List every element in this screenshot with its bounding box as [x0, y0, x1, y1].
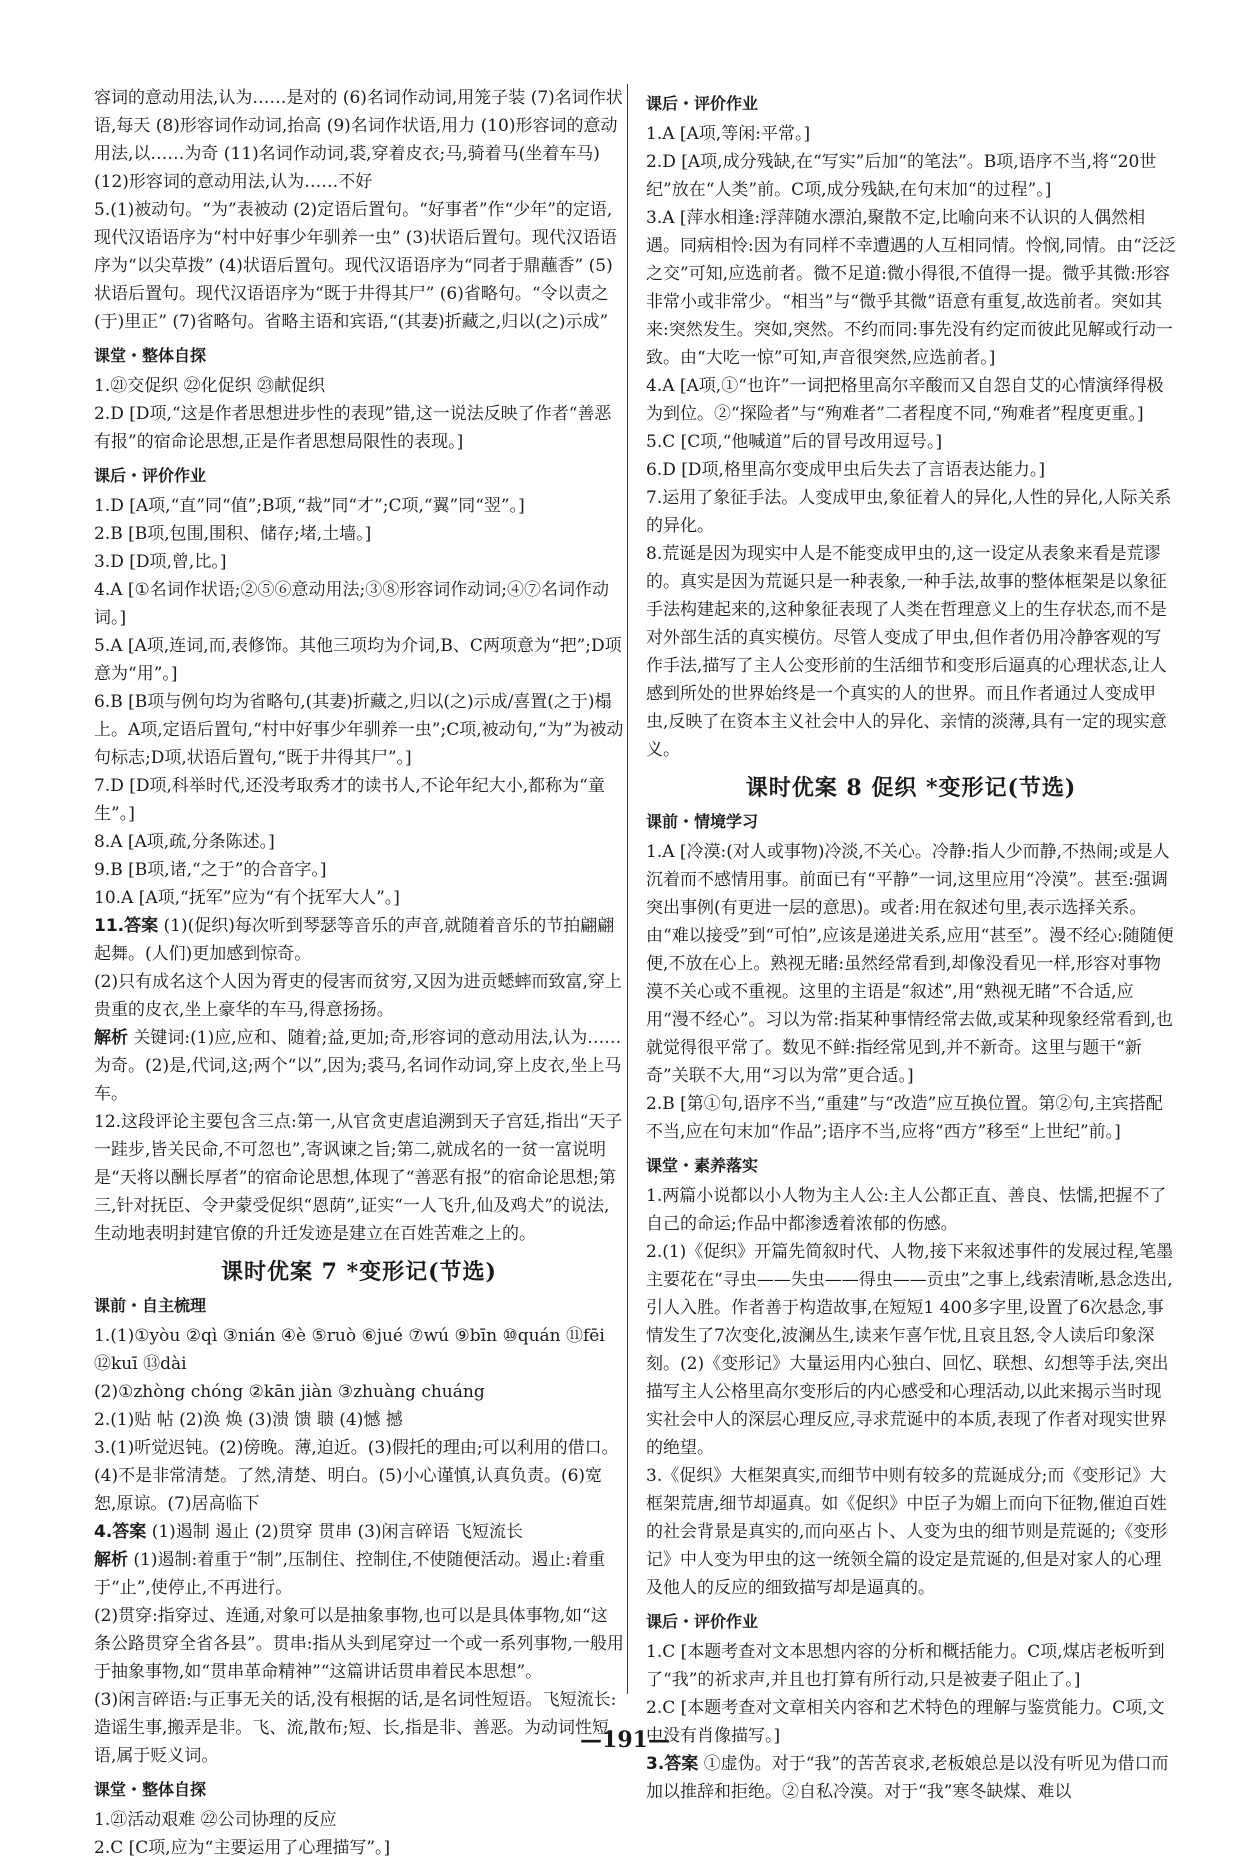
text-item: 8.荒诞是因为现实中人是不能变成甲虫的,这一设定从表象来看是荒谬的。真实是因为荒诞只是一种表象,一种手法,故事的整体框架是以象征手法构建起来的,这种象征表现了人类在哲理意义上的生存状态,而不是对外部生活的真实模仿。尽管人变成了甲虫,但作者仍用冷静客观的写作手法,描写了主人公变形前的生活细节和变形后逼真的心理状态,让人感到所处的世界始终是一个真实的人的世界。而且作者通过人变成甲虫,反映了在资本主义社会中人的异化、亲情的淡薄,具有一定的现实意义。 — [646, 544, 1167, 760]
text-item: (2)贯穿:指穿过、连通,对象可以是抽象事物,也可以是具体事物,如“这条公路贯穿全省各县”。贯串:指从头到尾穿过一个或一系列事物,一般用于抽象事物,如“贯串革命精神”“这篇讲话贯串着民本思想”。 — [94, 1606, 624, 1682]
text-item: 2.(1)《促织》开篇先简叙时代、人物,接下来叙述事件的发展过程,笔墨主要花在“寻虫——失虫——得虫——贡虫”之事上,线索清晰,悬念迭出,引人入胜。作者善于构造故事,在短短1 400多字里,设置了6次悬念,事情发生了7次变化,波澜丛生,读来乍喜乍忧,且哀且怒,令人读后印象深刻。(2)《变形记》大量运用内心独白、回忆、联想、幻想等手法,突出描写主人公格里高尔变形后的内心感受和心理活动,以此来揭示当时现实社会中人的深层心理反应,寻求荒诞中的本质,表现了作者对现实世界的绝望。 — [646, 1242, 1174, 1458]
text-item: 5.C [C项,“他喊道”后的冒号改用逗号。] — [646, 432, 943, 452]
answer-text: ①虚伪。对于“我”的苦苦哀求,老板娘总是以没有听见为借口而加以推辞和拒绝。②自私冷漠。对于“我”寒冬缺煤、难以 — [646, 1754, 1169, 1802]
column-divider — [627, 84, 628, 1694]
text-item: 6.B [B项与例句均为省略句,(其妻)折藏之,归以(之)示成/喜置(之于)榻上。A项,定语后置句,“村中好事少年驯养一虫”;C项,被动句,“为”为被动句标志;D项,状语后置句,“既于井得其尸”。] — [94, 692, 624, 768]
right-column — [646, 84, 1176, 1806]
text-item: 7.运用了象征手法。人变成甲虫,象征着人的异化,人性的异化,人际关系的异化。 — [646, 488, 1172, 536]
section-heading: 课后・评价作业 — [646, 1612, 759, 1631]
text-item: 7.D [D项,科举时代,还没考取秀才的读书人,不论年纪大小,都称为“童生”。] — [94, 776, 605, 824]
text-item: 4.A [①名词作状语;②⑤⑥意动用法;③⑧形容词作动词;④⑦名词作动词。] — [94, 580, 609, 628]
answer-item — [94, 1546, 624, 1602]
text-item: 8.A [A项,疏,分条陈述。] — [94, 832, 275, 852]
answer-item — [646, 1750, 1176, 1806]
text-item: 2.D [D项,“这是作者思想进步性的表现”错,这一说法反映了作者“善恶有报”的宿命论思想,正是作者思想局限性的表现。] — [94, 404, 612, 452]
text-item: 2.C [C项,应为“主要运用了心理描写”。] — [94, 1838, 391, 1858]
text-item: 2.C [本题考查对文章相关内容和艺术特色的理解与鉴赏能力。C项,文中没有肖像描写。] — [646, 1698, 1165, 1746]
page-number: —191— — [580, 1727, 670, 1753]
text-item: 2.(1)贴 帖 (2)涣 焕 (3)溃 馈 聩 (4)憾 撼 — [94, 1410, 403, 1430]
text-item: 1.D [A项,“直”同“值”;B项,“裁”同“才”;C项,“翼”同“翌”。] — [94, 496, 525, 516]
text-item: (2)①zhòng chóng ②kān jiàn ③zhuàng chuáng — [94, 1382, 485, 1402]
text-item: 1.C [本题考查对文本思想内容的分析和概括能力。C项,煤店老板听到了“我”的祈求声,并且也打算有所行动,只是被妻子阻止了。] — [646, 1642, 1165, 1690]
text-item: 2.B [B项,包围,围积、储存;堵,土墙。] — [94, 524, 372, 544]
text-item: 10.A [A项,“抚军”应为“有个抚军大人”。] — [94, 888, 400, 908]
answer-prefix: 4.答案 — [94, 1522, 147, 1542]
text-item: 1.A [冷漠:(对人或事物)冷淡,不关心。冷静:指人少而静,不热闹;或是人沉着而不感情用事。前面已有“平静”一词,这里应用“冷漠”。甚至:强调突出事例(有更进一层的意思)。或者:用在叙述句里,表示选择关系。由“难以接受”到“可怕”,应该是递进关系,应用“甚至”。漫不经心:随随便便,不放在心上。熟视无睹:虽然经常看到,却像没看见一样,形容对事物漠不关心或不重视。这里的主语是“叙述”,用“熟视无睹”不合适,应用“漫不经心”。习以为常:指某种事情经常去做,或某种现象经常看到,也就觉得很平常了。数见不鲜:指经常见到,并不新奇。这里与题干“新奇”关联不大,用“习以为常”更合适。] — [646, 842, 1174, 1086]
text-item: 5.A [A项,连词,而,表修饰。其他三项均为介词,B、C两项意为“把”;D项意为“用”。] — [94, 636, 622, 684]
text-item: 9.B [B项,诸,“之于”的合音字。] — [94, 860, 327, 880]
answer-prefix: 3.答案 — [646, 1754, 699, 1774]
lesson-title: 课时优案 7 *变形记(节选) — [221, 1259, 497, 1285]
text-item: 1.两篇小说都以小人物为主人公:主人公都正直、善良、怯懦,把握不了自己的命运;作品中都渗透着浓郁的伤感。 — [646, 1186, 1167, 1234]
answer-item — [94, 1518, 624, 1546]
text-item: 3.D [D项,曾,比。] — [94, 552, 227, 572]
text-item: 3.(1)听觉迟钝。(2)傍晚。薄,迫近。(3)假托的理由;可以利用的借口。(4)不是非常清楚。了然,清楚、明白。(5)小心谨慎,认真负责。(6)宽恕,原谅。(7)居高临下 — [94, 1438, 619, 1514]
text-item: (2)只有成名这个人因为胥吏的侵害而贫穷,又因为进贡蟋蟀而致富,穿上贵重的皮衣,坐上豪华的车马,得意扬扬。 — [94, 972, 622, 1020]
answer-item — [94, 1024, 624, 1108]
text-item: 2.B [第①句,语序不当,“重建”与“改造”应互换位置。第②句,主宾搭配不当,应在句末加“作品”;语序不当,应将“西方”移至“上世纪”前。] — [646, 1094, 1163, 1142]
section-heading: 课前・自主梳理 — [94, 1296, 207, 1315]
text-item: 5.(1)被动句。“为”表被动 (2)定语后置句。“好事者”作“少年”的定语,现代汉语语序为“村中好事少年驯养一虫” (3)状语后置句。现代汉语语序为“以尖草拨” (4)状语后置句。现代汉语语序为“同者于鼎蘸香” (5)状语后置句。现代汉语语序为“既于井得其尸” (6)省略句。“令以责之(于)里正” (7)省略句。省略主语和宾语,“(其妻)折藏之,归以(之)示成” — [94, 200, 617, 332]
text-item: 1.(1)①yòu ②qì ③nián ④è ⑤ruò ⑥jué ⑦wú ⑨bīn ⑩quán ⑪fēi ⑫kuī ⑬dài — [94, 1326, 605, 1374]
section-heading: 课堂・素养落实 — [646, 1156, 759, 1175]
text-item: 6.D [D项,格里高尔变成甲虫后失去了言语表达能力。] — [646, 460, 1046, 480]
text-item: 容词的意动用法,认为……是对的 (6)名词作动词,用笼子装 (7)名词作状语,每天 (8)形容词作动词,抬高 (9)名词作状语,用力 (10)形容词的意动用法,以……为奇 (11)名词作动词,裘,穿着皮衣;马,骑着马(坐着车马) (12)形容词的意动用法,认为……不好 — [94, 88, 623, 192]
section-heading: 课堂・整体自探 — [94, 346, 207, 365]
text-item: 1.㉑活动艰难 ㉒公司协理的反应 — [94, 1810, 337, 1830]
answer-text: (1)遏制:着重于“制”,压制住、控制住,不使随便活动。遏止:着重于“止”,使停止,不再进行。 — [94, 1550, 606, 1598]
answer-prefix: 11.答案 — [94, 916, 159, 936]
text-item: 1.㉑交促织 ㉒化促织 ㉓献促织 — [94, 376, 326, 396]
section-heading: 课堂・整体自探 — [94, 1780, 207, 1799]
text-item: 2.D [A项,成分残缺,在“写实”后加“的笔法”。B项,语序不当,将“20世纪”放在“人类”前。C项,成分残缺,在句末加“的过程”。] — [646, 152, 1157, 200]
left-column — [94, 84, 624, 1862]
answer-text: (1)遏制 遏止 (2)贯穿 贯串 (3)闲言碎语 飞短流长 — [146, 1522, 523, 1542]
text-item: 4.A [A项,①“也许”一词把格里高尔辛酸而又自怨自艾的心情演绎得极为到位。②“探险者”与“殉难者”二者程度不同,“殉难者”程度更重。] — [646, 376, 1164, 424]
text-item: 3.《促织》大框架真实,而细节中则有较多的荒诞成分;而《变形记》大框架荒唐,细节却逼真。如《促织》中臣子为媚上而向下征物,催迫百姓的社会背景是真实的,而向巫占卜、人变为虫的细节则是荒诞的;《变形记》中人变为甲虫的这一统领全篇的设定是荒诞的,但是对家人的心理及他人的反应的细致描写却是逼真的。 — [646, 1466, 1168, 1598]
section-heading: 课后・评价作业 — [646, 94, 759, 113]
answer-text: 关键词:(1)应,应和、随着;益,更加;奇,形容词的意动用法,认为……为奇。(2)是,代词,这;两个“以”,因为;裘马,名词作动词,穿上皮衣,坐上马车。 — [94, 1028, 622, 1104]
answer-text: (1)(促织)每次听到琴瑟等音乐的声音,就随着音乐的节拍翩翩起舞。(人们)更加感到惊奇。 — [94, 916, 615, 964]
answer-prefix: 解析 — [94, 1028, 128, 1048]
text-item: 3.A [萍水相逢:浮萍随水漂泊,聚散不定,比喻向来不认识的人偶然相遇。同病相怜:因为有同样不幸遭遇的人互相同情。怜悯,同情。由“泛泛之交”可知,应选前者。微不足道:微小得很,不值得一提。微乎其微:形容非常小或非常少。“相当”与“微乎其微”语意有重复,故选前者。突如其来:突然发生。突如,突然。不约而同:事先没有约定而彼此见解或行动一致。由“大吃一惊”可知,声音很突然,应选前者。] — [646, 208, 1176, 368]
lesson-title: 课时优案 8 促织 *变形记(节选) — [745, 775, 1077, 801]
text-item: 1.A [A项,等闲:平常。] — [646, 124, 811, 144]
text-item: 12.这段评论主要包含三点:第一,从官贪吏虐追溯到天子宫廷,指出“天子一跬步,皆关民命,不可忽也”,寄讽谏之旨;第二,就成名的一贫一富说明是“天将以酬长厚者”的宿命论思想,体现了“善恶有报”的宿命论思想;第三,针对抚臣、令尹蒙受促织“恩荫”,证实“一人飞升,仙及鸡犬”的说法,生动地表明封建官僚的升迁发迹是建立在百姓苦难之上的。 — [94, 1112, 623, 1244]
answer-prefix: 解析 — [94, 1550, 128, 1570]
section-heading: 课后・评价作业 — [94, 466, 207, 485]
answer-item — [94, 912, 624, 968]
text-item: (3)闲言碎语:与正事无关的话,没有根据的话,是名词性短语。飞短流长:造谣生事,搬弄是非。飞、流,散布;短、长,指是非、善恶。为动词性短语,属于贬义词。 — [94, 1690, 617, 1766]
section-heading: 课前・情境学习 — [646, 812, 759, 831]
